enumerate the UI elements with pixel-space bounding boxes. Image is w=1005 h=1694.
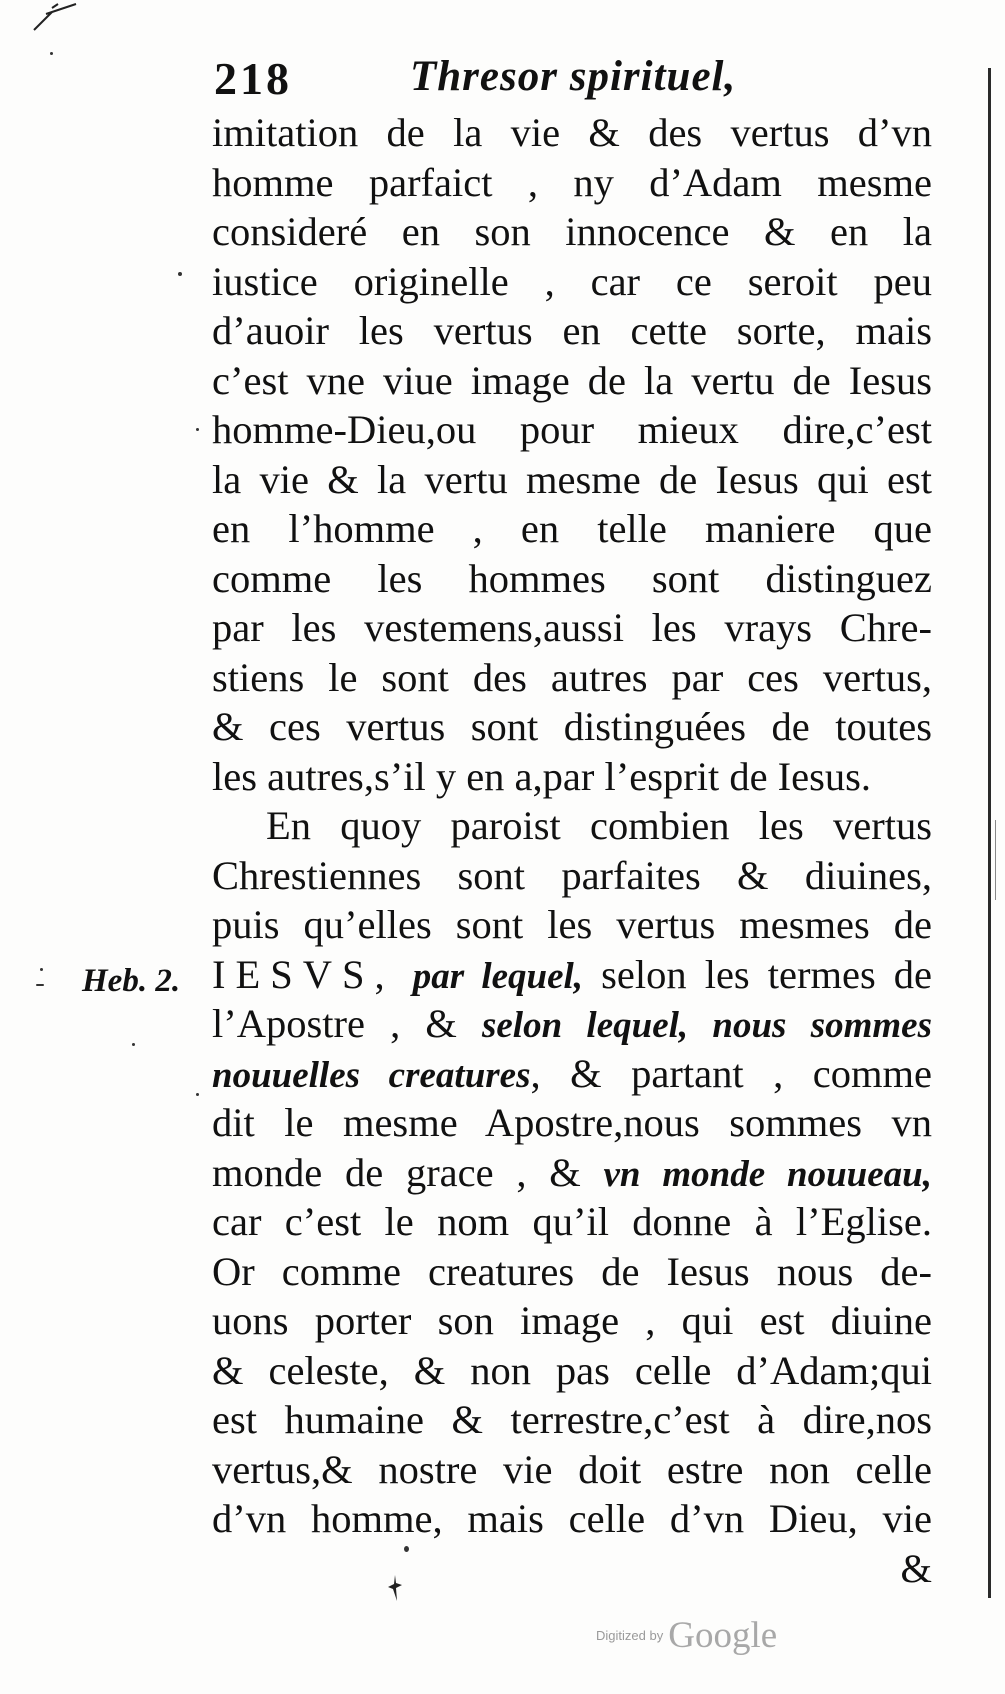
corner-pen-mark <box>32 2 78 32</box>
text-line <box>212 1148 932 1198</box>
paragraph-start-line: En quoy paroist combien les vertus <box>266 803 932 848</box>
page-header <box>214 52 934 112</box>
catchword: & <box>900 1545 932 1591</box>
text-line: par les vestemens,aussi les vrays Chre- <box>212 605 932 650</box>
running-title: Thresor spirituel, <box>410 53 737 100</box>
text-line: consideré en son innocence & en la <box>212 209 932 254</box>
page-number: 218 <box>214 53 292 104</box>
text-line: & celeste, & non pas celle d’Adam;qui <box>212 1347 932 1393</box>
body-text <box>212 108 932 1593</box>
italic-quotation: par lequel, <box>412 955 584 997</box>
text-line: c’est vne viue image de la vertu de Iesus <box>212 357 932 403</box>
text-line: & ces vertus sont distinguées de toutes <box>212 704 932 749</box>
text-line <box>212 1049 932 1099</box>
text-line: d’vn homme, mais celle d’vn Dieu, vie <box>212 1496 932 1541</box>
text-line: iustice originelle , car ce seroit peu <box>212 258 932 304</box>
text-line: est humaine & terrestre,c’est à dire,nos <box>212 1397 932 1442</box>
page-edge-shadow <box>995 820 996 900</box>
ink-speck <box>178 272 182 276</box>
small-caps-name: IESVS, <box>212 951 395 997</box>
text-run: selon les termes de <box>601 951 933 997</box>
ink-speck <box>404 1546 409 1552</box>
text-line: uons porter son image , qui est diuine <box>212 1298 932 1343</box>
page-edge-rule <box>988 68 991 1598</box>
text-run: , & partant , comme <box>530 1050 933 1096</box>
text-run: monde de grace , & <box>212 1149 604 1195</box>
text-line: Or comme creatures de Iesus nous de- <box>212 1248 932 1294</box>
digitization-watermark <box>596 1614 777 1654</box>
text-line: vertus,& nostre vie doit estre non celle <box>212 1446 932 1492</box>
watermark-logo-text: Google <box>668 1615 778 1656</box>
italic-quotation: selon lequel, nous sommes <box>481 1005 932 1046</box>
watermark-prefix: Digitized by <box>596 1628 664 1643</box>
paragraph-end-line: les autres,s’il y en a,par l’esprit de Iesus. <box>212 753 872 799</box>
text-line: la vie & la vertu mesme de Iesus qui est <box>212 456 932 502</box>
text-line: en l’homme , en telle maniere que <box>212 506 932 551</box>
ink-speck <box>36 984 44 986</box>
text-line: dit le mesme Apostre,nous sommes vn <box>212 1100 932 1145</box>
ink-blot <box>387 1575 403 1601</box>
text-line <box>212 950 932 1000</box>
text-line: imitation de la vie & des vertus d’vn <box>212 110 932 155</box>
ink-speck <box>50 52 53 55</box>
marginal-note-reference: Heb. 2. <box>82 963 181 999</box>
ink-speck <box>40 968 43 971</box>
italic-quotation: nouuelles creatures <box>212 1054 531 1096</box>
text-line: homme-Dieu,ou pour mieux dire,c’est <box>212 407 932 452</box>
ink-speck <box>132 1043 135 1046</box>
ink-speck <box>196 428 199 431</box>
text-line: homme parfaict , ny d’Adam mesme <box>212 159 932 205</box>
text-line: puis qu’elles sont les vertus mesmes de <box>212 902 932 947</box>
text-line: Chrestiennes sont parfaites & diuines, <box>212 852 932 898</box>
text-line: d’auoir les vertus en cette sorte, mais <box>212 308 932 353</box>
text-line: car c’est le nom qu’il donne à l’Eglise. <box>212 1199 932 1244</box>
text-run: l’Apostre , & <box>212 1001 482 1046</box>
ink-speck <box>196 1093 199 1096</box>
text-line: comme les hommes sont distinguez <box>212 555 932 601</box>
text-line: stiens le sont des autres par ces vertus, <box>212 654 932 700</box>
italic-quotation: vn monde nouueau, <box>603 1153 932 1195</box>
text-line <box>212 999 932 1049</box>
